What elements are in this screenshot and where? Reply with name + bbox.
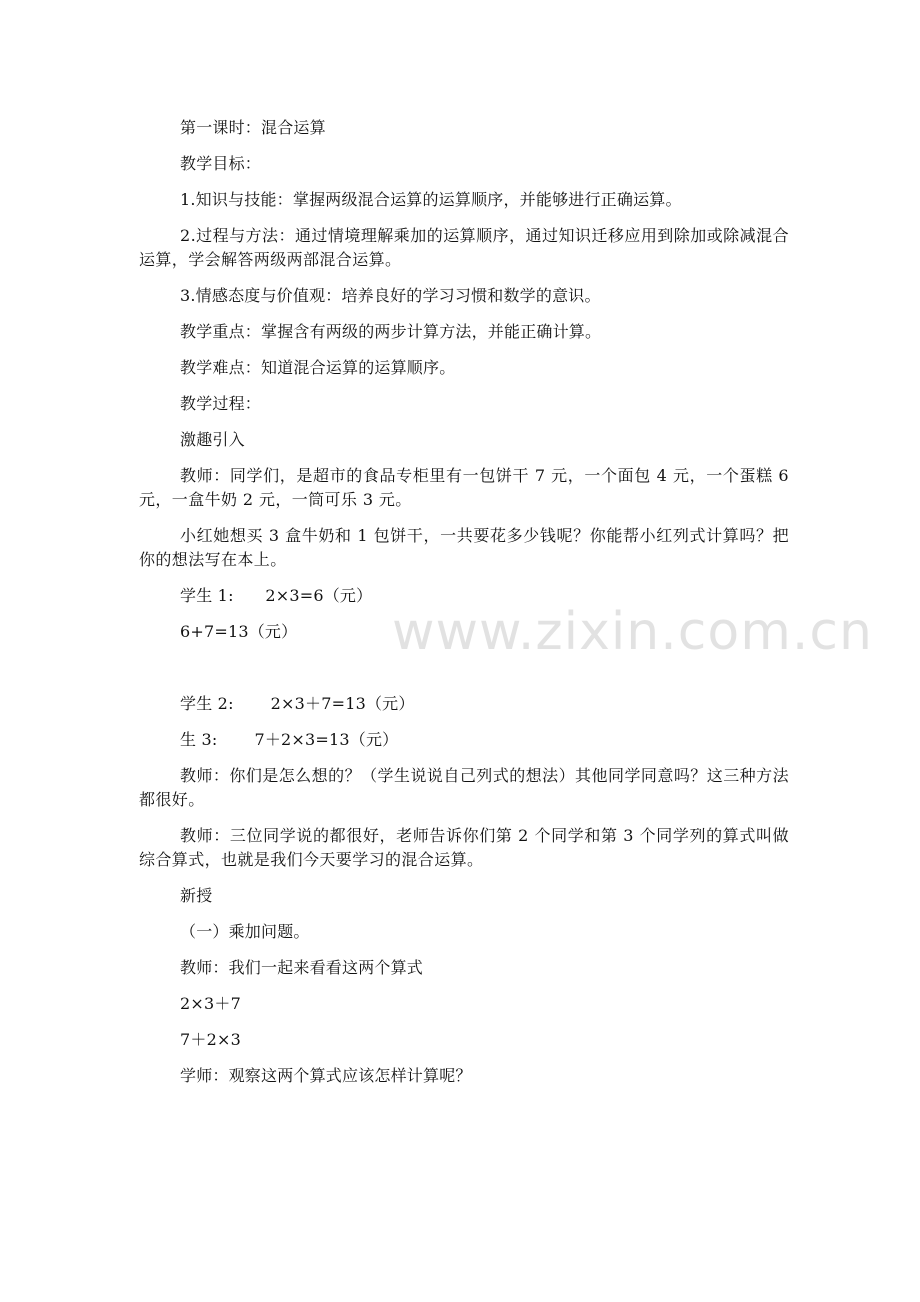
expression-2: 7＋2×3 [180, 1030, 241, 1049]
observe-question: 学师：观察这两个算式应该怎样计算呢？ [180, 1066, 472, 1085]
blank-spacer [139, 656, 789, 692]
goal-process: 2.过程与方法：通过情境理解乘加的运算顺序，通过知识迁移应用到除加或除减混合运算，学会解答两级两部混合运算。 [139, 226, 789, 269]
student-2-answer: 学生 2: 2×3＋7=13（元） [180, 694, 415, 713]
watermark: www.zixin.com.cn [392, 602, 873, 662]
section-intro-heading: 激趣引入 [180, 430, 245, 449]
expression-1: 2×3＋7 [180, 994, 241, 1013]
teacher-look-line: 教师：我们一起来看看这两个算式 [180, 958, 424, 977]
document-body [139, 116, 789, 1100]
goal-knowledge: 1.知识与技能：掌握两级混合运算的运算顺序，并能够进行正确运算。 [180, 190, 682, 209]
goal-attitude: 3.情感态度与价值观：培养良好的学习习惯和数学的意识。 [180, 286, 601, 305]
teaching-goals-heading: 教学目标： [180, 154, 262, 173]
teaching-difficulty: 教学难点：知道混合运算的运算顺序。 [180, 358, 456, 377]
student-1-answer-step-2: 6+7=13（元） [180, 622, 298, 641]
teacher-question-paragraph: 教师：你们是怎么想的？（学生说说自己列式的想法）其他同学同意吗？这三种方法都很好。 [139, 766, 789, 809]
lesson-title: 第一课时：混合运算 [180, 118, 326, 137]
teacher-explanation-paragraph: 教师：三位同学说的都很好，老师告诉你们第 2 个同学和第 3 个同学列的算式叫做综合算式，也就是我们今天要学习的混合运算。 [139, 826, 789, 869]
section-new-lesson-heading: 新授 [180, 886, 213, 905]
student-1-answer: 学生 1: 2×3=6（元） [180, 586, 373, 605]
student-3-answer: 生 3: 7＋2×3=13（元） [180, 730, 399, 749]
teacher-intro-paragraph: 教师：同学们，是超市的食品专柜里有一包饼干 7 元，一个面包 4 元，一个蛋糕 6 元，一盒牛奶 2 元，一筒可乐 3 元。 [139, 466, 789, 509]
subsection-multiply-add-heading: （一）乘加问题。 [180, 922, 310, 941]
teaching-key-point: 教学重点：掌握含有两级的两步计算方法，并能正确计算。 [180, 322, 602, 341]
teaching-process-heading: 教学过程： [180, 394, 262, 413]
question-paragraph: 小红她想买 3 盒牛奶和 1 包饼干，一共要花多少钱呢？你能帮小红列式计算吗？把你的想法写在本上。 [139, 526, 789, 569]
